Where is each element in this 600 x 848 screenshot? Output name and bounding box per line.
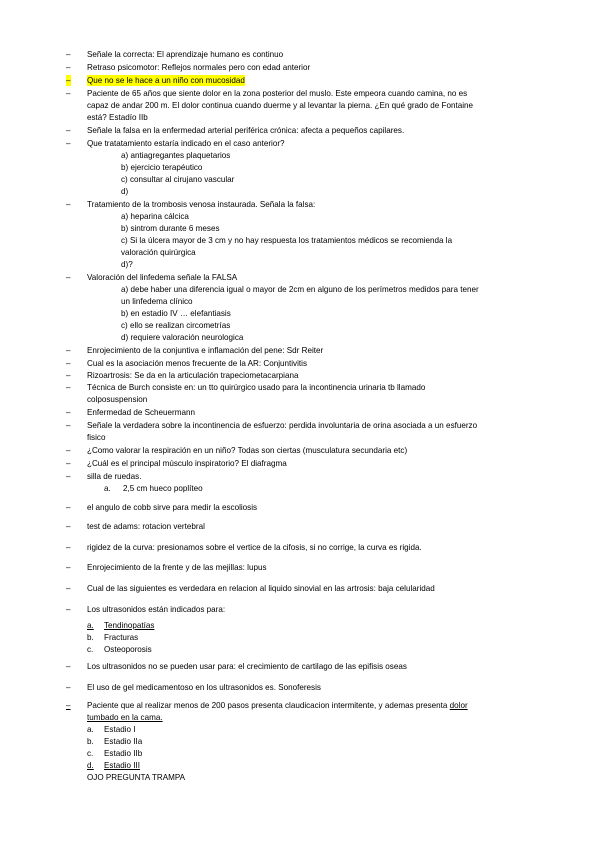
option-text: b) sintrom durante 6 meses <box>121 224 220 233</box>
line-text: silla de ruedas. <box>87 472 142 481</box>
line-text: Enrojecimiento de la conjuntiva e inflamación del pene: Sdr Reiter <box>87 346 324 355</box>
bullet-dash: – <box>66 459 71 468</box>
bullet-dash: – <box>66 472 71 481</box>
line-text: el angulo de cobb sirve para medir la escoliosis <box>87 503 258 512</box>
bullet-dash: – <box>66 76 71 85</box>
line-text: Rizoartrosis: Se da en la articulación trapeciometacarpiana <box>87 371 299 380</box>
line-text: Paciente que al realizar menos de 200 pasos presenta claudicacion intermitente, y ademas presenta dolor <box>87 701 468 710</box>
line-text: Los ultrasonidos no se pueden usar para: el crecimiento de cartilago de las epifisis oseas <box>87 662 407 671</box>
line-text: rigidez de la curva: presionamos sobre el vertice de la cifosis, si no corrige, la curva es rigida. <box>87 543 422 552</box>
list-item-text: Fracturas <box>104 633 139 642</box>
bullet-dash: – <box>66 408 71 417</box>
line-text: test de adams: rotacion vertebral <box>87 522 205 531</box>
option-text: b) ejercicio terapéutico <box>121 163 203 172</box>
line-text: Cual es la asociación menos frecuente de la AR: Conjuntivitis <box>87 359 307 368</box>
line-text: Paciente de 65 años que siente dolor en la zona posterior del muslo. Este empeora cuando camina, no es <box>87 89 468 98</box>
bullet-dash: – <box>66 371 71 380</box>
bullet-dash: – <box>66 50 71 59</box>
list-marker: a. <box>87 621 94 630</box>
list-marker: a. <box>104 484 111 493</box>
list-item-text: Tendinopatías <box>104 621 155 630</box>
line-text: ¿Como valorar la respiración en un niño? Todas son ciertas (musculatura secundaria etc) <box>87 446 408 455</box>
line-text: está? Estadío IIb <box>87 113 148 122</box>
list-marker: a. <box>87 725 94 734</box>
line-text: capaz de andar 200 m. El dolor continua cuando duerme y al levantar la pierna. ¿En qué grado de Fontaine <box>87 101 474 110</box>
trick-question-note: OJO PREGUNTA TRAMPA <box>87 773 186 782</box>
option-text: un linfedema clínico <box>121 297 193 306</box>
highlighted-text: Que no se le hace a un niño con mucosidad <box>87 76 245 85</box>
bullet-dash: – <box>66 359 71 368</box>
line-text: Tratamiento de la trombosis venosa instaurada. Señala la falsa: <box>87 200 316 209</box>
list-item-text: Estadio IIb <box>104 749 143 758</box>
option-text: c) consultar al cirujano vascular <box>121 175 235 184</box>
option-text: c) ello se realizan circometrías <box>121 321 231 330</box>
bullet-dash: – <box>66 383 71 392</box>
line-text: Señale la correcta: El aprendizaje humano es continuo <box>87 50 284 59</box>
bullet-dash: – <box>66 126 71 135</box>
option-text: a) antiagregantes plaquetarios <box>121 151 231 160</box>
list-item-text: Estadio I <box>104 725 136 734</box>
option-text: d)? <box>121 260 133 269</box>
bullet-dash: – <box>66 273 71 282</box>
line-text: Enrojecimiento de la frente y de las mejillas: lupus <box>87 563 267 572</box>
option-text: d) <box>121 187 129 196</box>
line-text: Señale la verdadera sobre la incontinencia de esfuerzo: perdida involuntaria de orina asociada a un esfuerzo <box>87 421 478 430</box>
bullet-dash: – <box>66 701 71 710</box>
underlined-text: tumbado en la cama. <box>87 713 163 722</box>
line-text: El uso de gel medicamentoso en los ultrasonidos es. Sonoferesis <box>87 683 321 692</box>
line-text: Técnica de Burch consiste en: un tto quirúrgico usado para la incontinencia urinaria tb llamado <box>87 383 426 392</box>
list-marker: b. <box>87 633 94 642</box>
bullet-dash: – <box>66 89 71 98</box>
option-text: c) Si la úlcera mayor de 3 cm y no hay respuesta los tratamientos médicos se recomienda la <box>121 236 453 245</box>
bullet-dash: – <box>66 346 71 355</box>
line-text: 2,5 cm hueco poplíteo <box>123 484 203 493</box>
line-text: fisico <box>87 433 106 442</box>
line-text: Enfermedad de Scheuermann <box>87 408 195 417</box>
option-text: b) en estadio IV … elefantiasis <box>121 309 231 318</box>
bullet-dash: – <box>66 584 71 593</box>
bullet-dash: – <box>66 662 71 671</box>
bullet-dash: – <box>66 139 71 148</box>
underlined-text: dolor <box>449 701 468 710</box>
bullet-dash: – <box>66 543 71 552</box>
bullet-dash: – <box>66 605 71 614</box>
option-text: a) debe haber una diferencia igual o mayor de 2cm en alguno de los perímetros medidos para tener <box>121 285 479 294</box>
list-item-text: Osteoporosis <box>104 645 152 654</box>
bullet-dash: – <box>66 446 71 455</box>
bullet-dash: – <box>66 563 71 572</box>
option-text: valoración quirúrgica <box>121 248 196 257</box>
bullet-dash: – <box>66 421 71 430</box>
line-text: Valoración del linfedema señale la FALSA <box>87 273 238 282</box>
line-text: Cual de las siguientes es verdedara en relacion al liquido sinovial en las artrosis: baja celularidad <box>87 584 435 593</box>
bullet-dash: – <box>66 503 71 512</box>
list-marker: c. <box>87 645 94 654</box>
line-text: ¿Cuál es el principal músculo inspiratorio? El diafragma <box>87 459 287 468</box>
list-marker: b. <box>87 737 94 746</box>
list-item-text: Estadio III <box>104 761 140 770</box>
line-text: Señale la falsa en la enfermedad arterial periférica crónica: afecta a pequeños capilares. <box>87 126 405 135</box>
list-marker: c. <box>87 749 94 758</box>
line-text: colposuspension <box>87 395 148 404</box>
list-marker: d. <box>87 761 94 770</box>
option-text: d) requiere valoración neurologica <box>121 333 244 342</box>
bullet-dash: – <box>66 683 71 692</box>
bullet-dash: – <box>66 522 71 531</box>
bullet-dash: – <box>66 63 71 72</box>
line-text: Que tratatamiento estaría indicado en el caso anterior? <box>87 139 285 148</box>
option-text: a) heparina cálcica <box>121 212 189 221</box>
line-text: Retraso psicomotor: Reflejos normales pero con edad anterior <box>87 63 311 72</box>
line-text: Los ultrasonidos están indicados para: <box>87 605 226 614</box>
list-item-text: Estadio IIa <box>104 737 143 746</box>
bullet-dash: – <box>66 200 71 209</box>
